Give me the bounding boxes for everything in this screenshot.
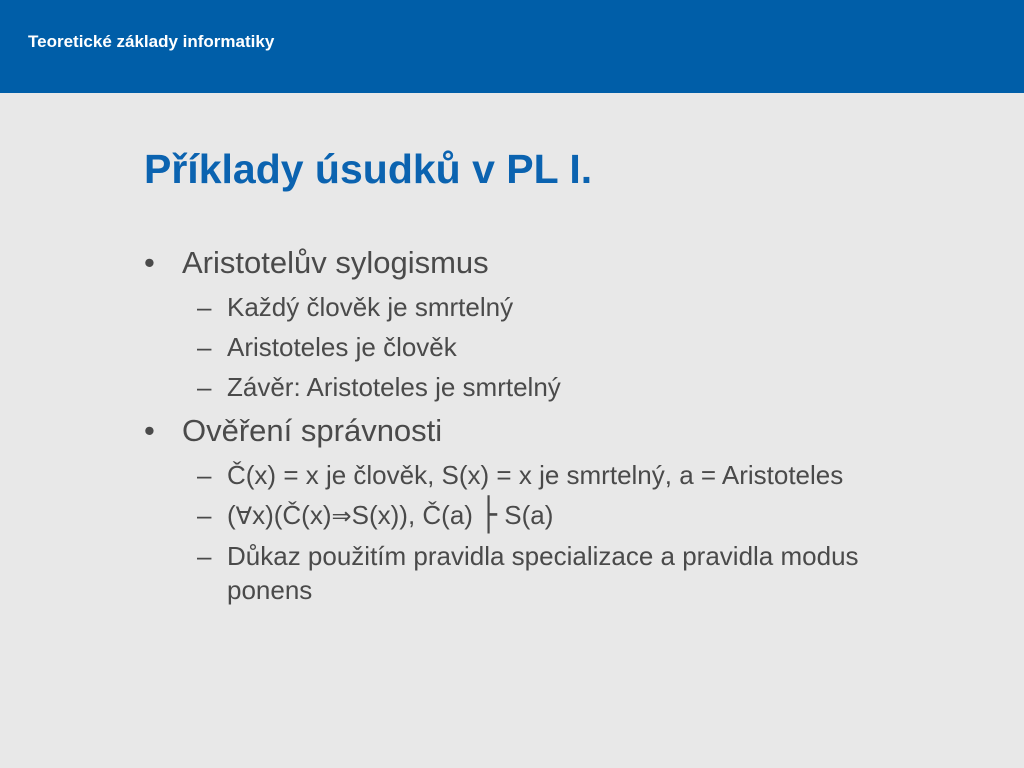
slide-title: Příklady úsudků v PL I. <box>144 146 593 192</box>
formula-part: S(a) <box>497 500 554 530</box>
dash-marker: – <box>197 500 212 530</box>
sub-item <box>144 539 904 607</box>
bullet-item <box>144 410 904 452</box>
forall-symbol: ∀ <box>235 502 253 530</box>
slide-content <box>144 242 904 613</box>
dash-marker: – <box>197 372 212 402</box>
formula-part: x)(Č(x) <box>252 500 332 530</box>
formula-part: ( <box>227 500 236 530</box>
formula-part: S(x)), Č(a) <box>351 500 481 530</box>
sub-item-text: Č(x) = x je člověk, S(x) = x je smrtelný, a = Aristoteles <box>227 460 844 490</box>
sub-item <box>144 458 904 492</box>
sub-list <box>144 290 904 404</box>
header-bar <box>0 0 1024 93</box>
dash-marker: – <box>197 541 212 571</box>
bullet-marker: • <box>144 245 155 280</box>
sub-item-text: Závěr: Aristoteles je smrtelný <box>227 372 561 402</box>
course-title: Teoretické základy informatiky <box>28 32 275 51</box>
dash-marker: – <box>197 460 212 490</box>
sub-item-formula <box>144 495 904 534</box>
sub-item-text: Důkaz použitím pravidla specializace a pravidla modus ponens <box>227 541 859 605</box>
bullet-text: Ověření správnosti <box>182 413 443 448</box>
dash-marker: – <box>197 332 212 362</box>
dash-marker: – <box>197 292 212 322</box>
sub-item-text: Každý člověk je smrtelný <box>227 292 514 322</box>
bullet-marker: • <box>144 413 155 448</box>
sub-item-text: Aristoteles je člověk <box>227 332 457 362</box>
sub-item <box>144 370 904 404</box>
sub-list <box>144 458 904 607</box>
bullet-text: Aristotelův sylogismus <box>182 245 489 280</box>
turnstile-symbol: ├ <box>480 495 498 534</box>
sub-item <box>144 290 904 324</box>
bullet-item <box>144 242 904 284</box>
implies-symbol: ⇒ <box>331 502 352 530</box>
sub-item <box>144 330 904 364</box>
